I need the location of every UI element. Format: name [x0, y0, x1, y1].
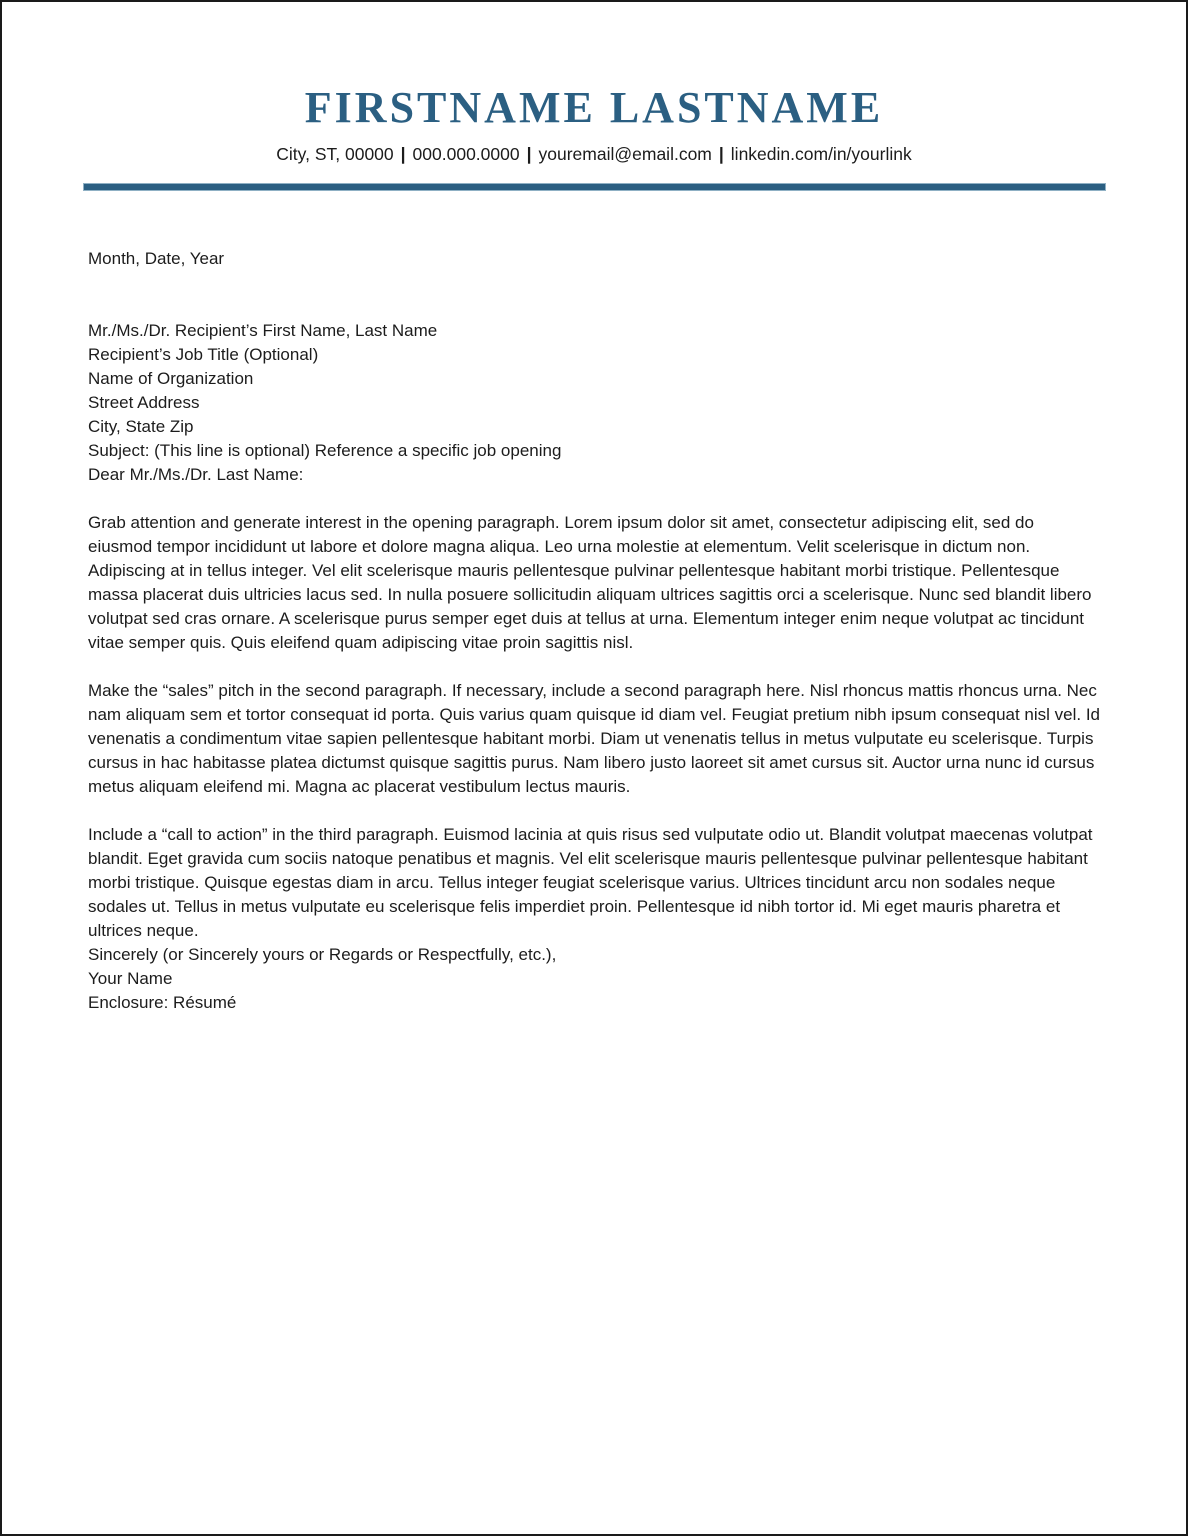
contact-separator: | [526, 144, 532, 164]
header-divider [83, 183, 1106, 191]
contact-part: City, ST, 00000 [276, 144, 394, 164]
letter-header [2, 2, 1186, 191]
recipient-line: City, State Zip [88, 417, 194, 436]
body-paragraph: Make the “sales” pitch in the second paragraph. If necessary, include a second paragraph here. Nisl rhoncus mattis rhoncus urna. Nec nam aliquam sem et tortor consequat id porta. Quis varius quam quisque id diam vel. Feugiat pretium nibh ipsum consequat nisl vel. Id venenatis a condimentum vitae sapien pellentesque habitant morbi. Diam ut venenatis tellus in metus vulputate eu scelerisque. Turpis cursus in hac habitasse platea dictumst quisque sagittis purus. Nam libero justo laoreet sit amet cursus sit. Auctor urna nunc id cursus metus aliquam eleifend mi. Magna ac placerat vestibulum lectus mauris. [88, 681, 1101, 796]
salutation-line: Dear Mr./Ms./Dr. Last Name: [88, 465, 304, 484]
recipient-line: Mr./Ms./Dr. Recipient’s First Name, Last Name [88, 321, 438, 340]
recipient-line: Recipient’s Job Title (Optional) [88, 345, 319, 364]
closing-line: Sincerely (or Sincerely yours or Regards or Respectfully, etc.), [88, 945, 557, 964]
letter-body [2, 191, 1186, 1015]
recipient-line: Name of Organization [88, 369, 254, 388]
contact-part: linkedin.com/in/yourlink [730, 144, 912, 164]
recipient-line: Street Address [88, 393, 200, 412]
date-line: Month, Date, Year [88, 249, 225, 268]
contact-part: youremail@email.com [538, 144, 712, 164]
page-title: FIRSTNAME LASTNAME [304, 83, 884, 132]
signature-name: Your Name [88, 969, 173, 988]
body-paragraph: Include a “call to action” in the third paragraph. Euismod lacinia at quis risus sed vulputate odio ut. Blandit volutpat maecenas volutpat blandit. Eget gravida cum sociis natoque penatibus et magnis. Vel elit scelerisque mauris pellentesque pulvinar pellentesque habitant morbi tristique. Quisque egestas diam in arcu. Tellus integer feugiat scelerisque varius. Ultrices tincidunt arcu non sodales neque sodales ut. Tellus in metus vulputate eu scelerisque felis imperdiet proin. Pellentesque id nibh tortor id. Mi eget mauris pharetra et ultrices neque. [88, 825, 1093, 940]
contact-part: 000.000.0000 [412, 144, 520, 164]
subject-line: Subject: (This line is optional) Reference a specific job opening [88, 441, 562, 460]
recipient-block [88, 319, 1100, 439]
body-paragraph: Grab attention and generate interest in the opening paragraph. Lorem ipsum dolor sit amet, consectetur adipiscing elit, sed do eiusmod tempor incididunt ut labore et dolore magna aliqua. Leo urna molestie at elementum. Velit scelerisque in dictum non. Adipiscing at in tellus integer. Vel elit scelerisque mauris pellentesque pulvinar pellentesque habitant morbi tristique. Pellentesque massa placerat duis ultricies lacus sed. In nulla posuere sollicitudin aliquam ultrices sagittis orci a scelerisque. Nunc sed blandit libero volutpat sed cras ornare. A scelerisque purus semper eget duis at tellus at urna. Elementum integer enim neque volutpat ac tincidunt vitae semper quis. Quis eleifend quam adipiscing vitae proin sagittis nisl. [88, 513, 1092, 652]
contact-separator: | [718, 144, 724, 164]
contact-line [2, 143, 1186, 165]
enclosure-line: Enclosure: Résumé [88, 993, 237, 1012]
paragraphs-block [88, 511, 1100, 943]
contact-separator: | [400, 144, 406, 164]
